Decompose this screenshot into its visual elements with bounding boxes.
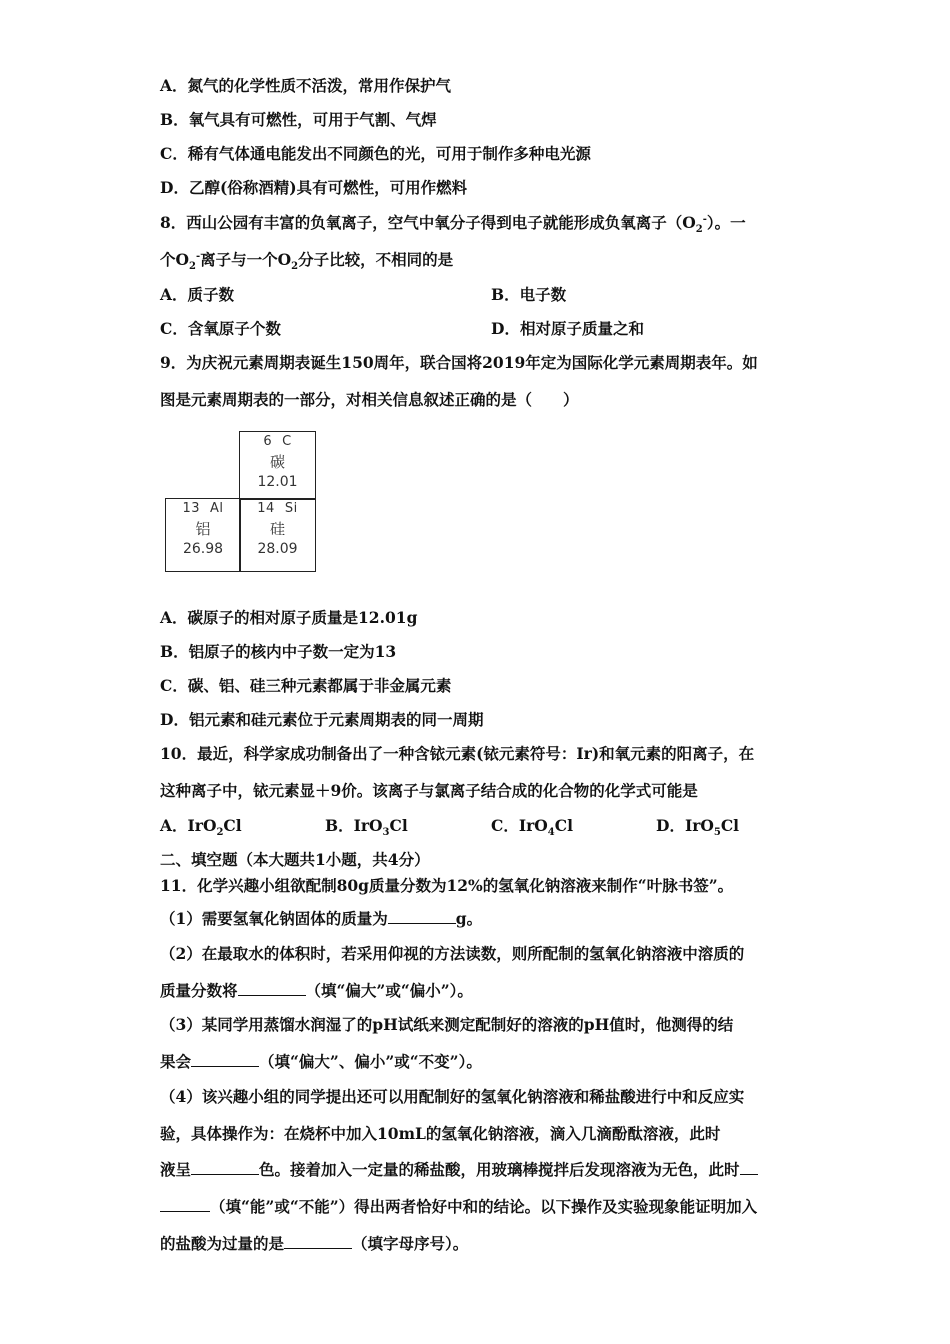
element-cell-silicon: 14 Si 硅 28.09 [239, 498, 316, 572]
q9-option-d: D．铝元素和硅元素位于元素周期表的同一周期 [160, 710, 484, 729]
q11-part4-line3: 液呈 色。接着加入一定量的稀盐酸，用玻璃棒搅拌后发现溶液为无色，此时 [160, 1160, 758, 1180]
answer-blank[interactable] [740, 1160, 758, 1175]
q10-option-b: B．IrO$_3$Cl [325, 816, 408, 839]
answer-blank[interactable] [238, 981, 306, 996]
answer-blank[interactable] [388, 909, 456, 924]
q11-part4-line4: （填“能”或“不能”）得出两者恰好中和的结论。以下操作及实验现象能证明加入 [160, 1197, 757, 1217]
q11-stem: 11．化学兴趣小组欲配制80g质量分数为12%的氢氧化钠溶液来制作“叶脉书签”。 [160, 876, 734, 895]
q11-part3-line1: （3）某同学用蒸馏水润湿了的pH试纸来测定配制好的溶液的pH值时，他测得的结 [160, 1015, 734, 1034]
q8-option-b: B．电子数 [491, 285, 567, 304]
q10-stem-line1: 10．最近，科学家成功制备出了一种含铱元素(铱元素符号：Ir)和氧元素的阳离子，在 [160, 744, 755, 763]
q7-option-b: B．氧气具有可燃性，可用于气割、气焊 [160, 110, 437, 129]
q8-option-c: C．含氧原子个数 [160, 319, 281, 338]
q9-option-a: A．碳原子的相对原子质量是12.01g [160, 608, 418, 627]
q11-part4-line2: 验，具体操作为：在烧杯中加入10mL的氢氧化钠溶液，滴入几滴酚酞溶液，此时 [160, 1124, 721, 1143]
q7-option-d: D．乙醇(俗称酒精)具有可燃性，可用作燃料 [160, 178, 468, 197]
q10-stem-line2: 这种离子中，铱元素显＋9价。该离子与氯离子结合成的化合物的化学式可能是 [160, 781, 698, 800]
answer-blank[interactable] [191, 1160, 259, 1175]
q11-part3-line2: 果会 （填“偏大”、偏小”或“不变”）。 [160, 1052, 482, 1071]
q7-option-a: A．氮气的化学性质不活泼，常用作保护气 [160, 76, 452, 95]
q9-option-c: C．碳、铝、硅三种元素都属于非金属元素 [160, 676, 452, 695]
q8-option-a: A．质子数 [160, 285, 235, 304]
q9-option-b: B．铝原子的核内中子数一定为13 [160, 642, 397, 661]
answer-blank[interactable] [160, 1197, 210, 1212]
q11-part4-line5: 的盐酸为过量的是 （填字母序号）。 [160, 1234, 469, 1253]
q11-part4-line1: （4）该兴趣小组的同学提出还可以用配制好的氢氧化钠溶液和稀盐酸进行中和反应实 [160, 1087, 745, 1106]
q8-stem-line2: 个$O_2^-$离子与一个$O_2$分子比较，不相同的是 [160, 250, 454, 273]
q11-part2-line1: （2）在最取水的体积时，若采用仰视的方法读数，则所配制的氢氧化钠溶液中溶质的 [160, 944, 745, 963]
q7-option-c: C．稀有气体通电能发出不同颜色的光，可用于制作多种电光源 [160, 144, 591, 163]
q11-part2-line2: 质量分数将 （填“偏大”或“偏小”）。 [160, 981, 473, 1000]
q10-option-d: D．IrO$_5$Cl [656, 816, 740, 839]
q10-option-a: A．IrO$_2$Cl [160, 816, 242, 839]
answer-blank[interactable] [191, 1052, 259, 1067]
answer-blank[interactable] [284, 1234, 352, 1249]
q8-stem-line1: 8．西山公园有丰富的负氧离子，空气中氧分子得到电子就能形成负氧离子$(O_2^-)$。一 [160, 213, 746, 236]
q8-option-d: D．相对原子质量之和 [491, 319, 644, 338]
element-cell-carbon: 6 C 碳 12.01 [239, 431, 316, 500]
q11-part1: （1）需要氢氧化钠固体的质量为 g。 [160, 909, 483, 928]
q9-stem-line1: 9．为庆祝元素周期表诞生150周年，联合国将2019年定为国际化学元素周期表年。如 [160, 353, 758, 372]
element-cell-aluminum: 13 Al 铝 26.98 [165, 498, 241, 572]
section-heading: 二、填空题（本大题共1小题，共4分） [160, 850, 430, 869]
q9-stem-line2: 图是元素周期表的一部分，对相关信息叙述正确的是（ ） [160, 390, 579, 409]
q10-option-c: C．IrO$_4$Cl [491, 816, 573, 839]
